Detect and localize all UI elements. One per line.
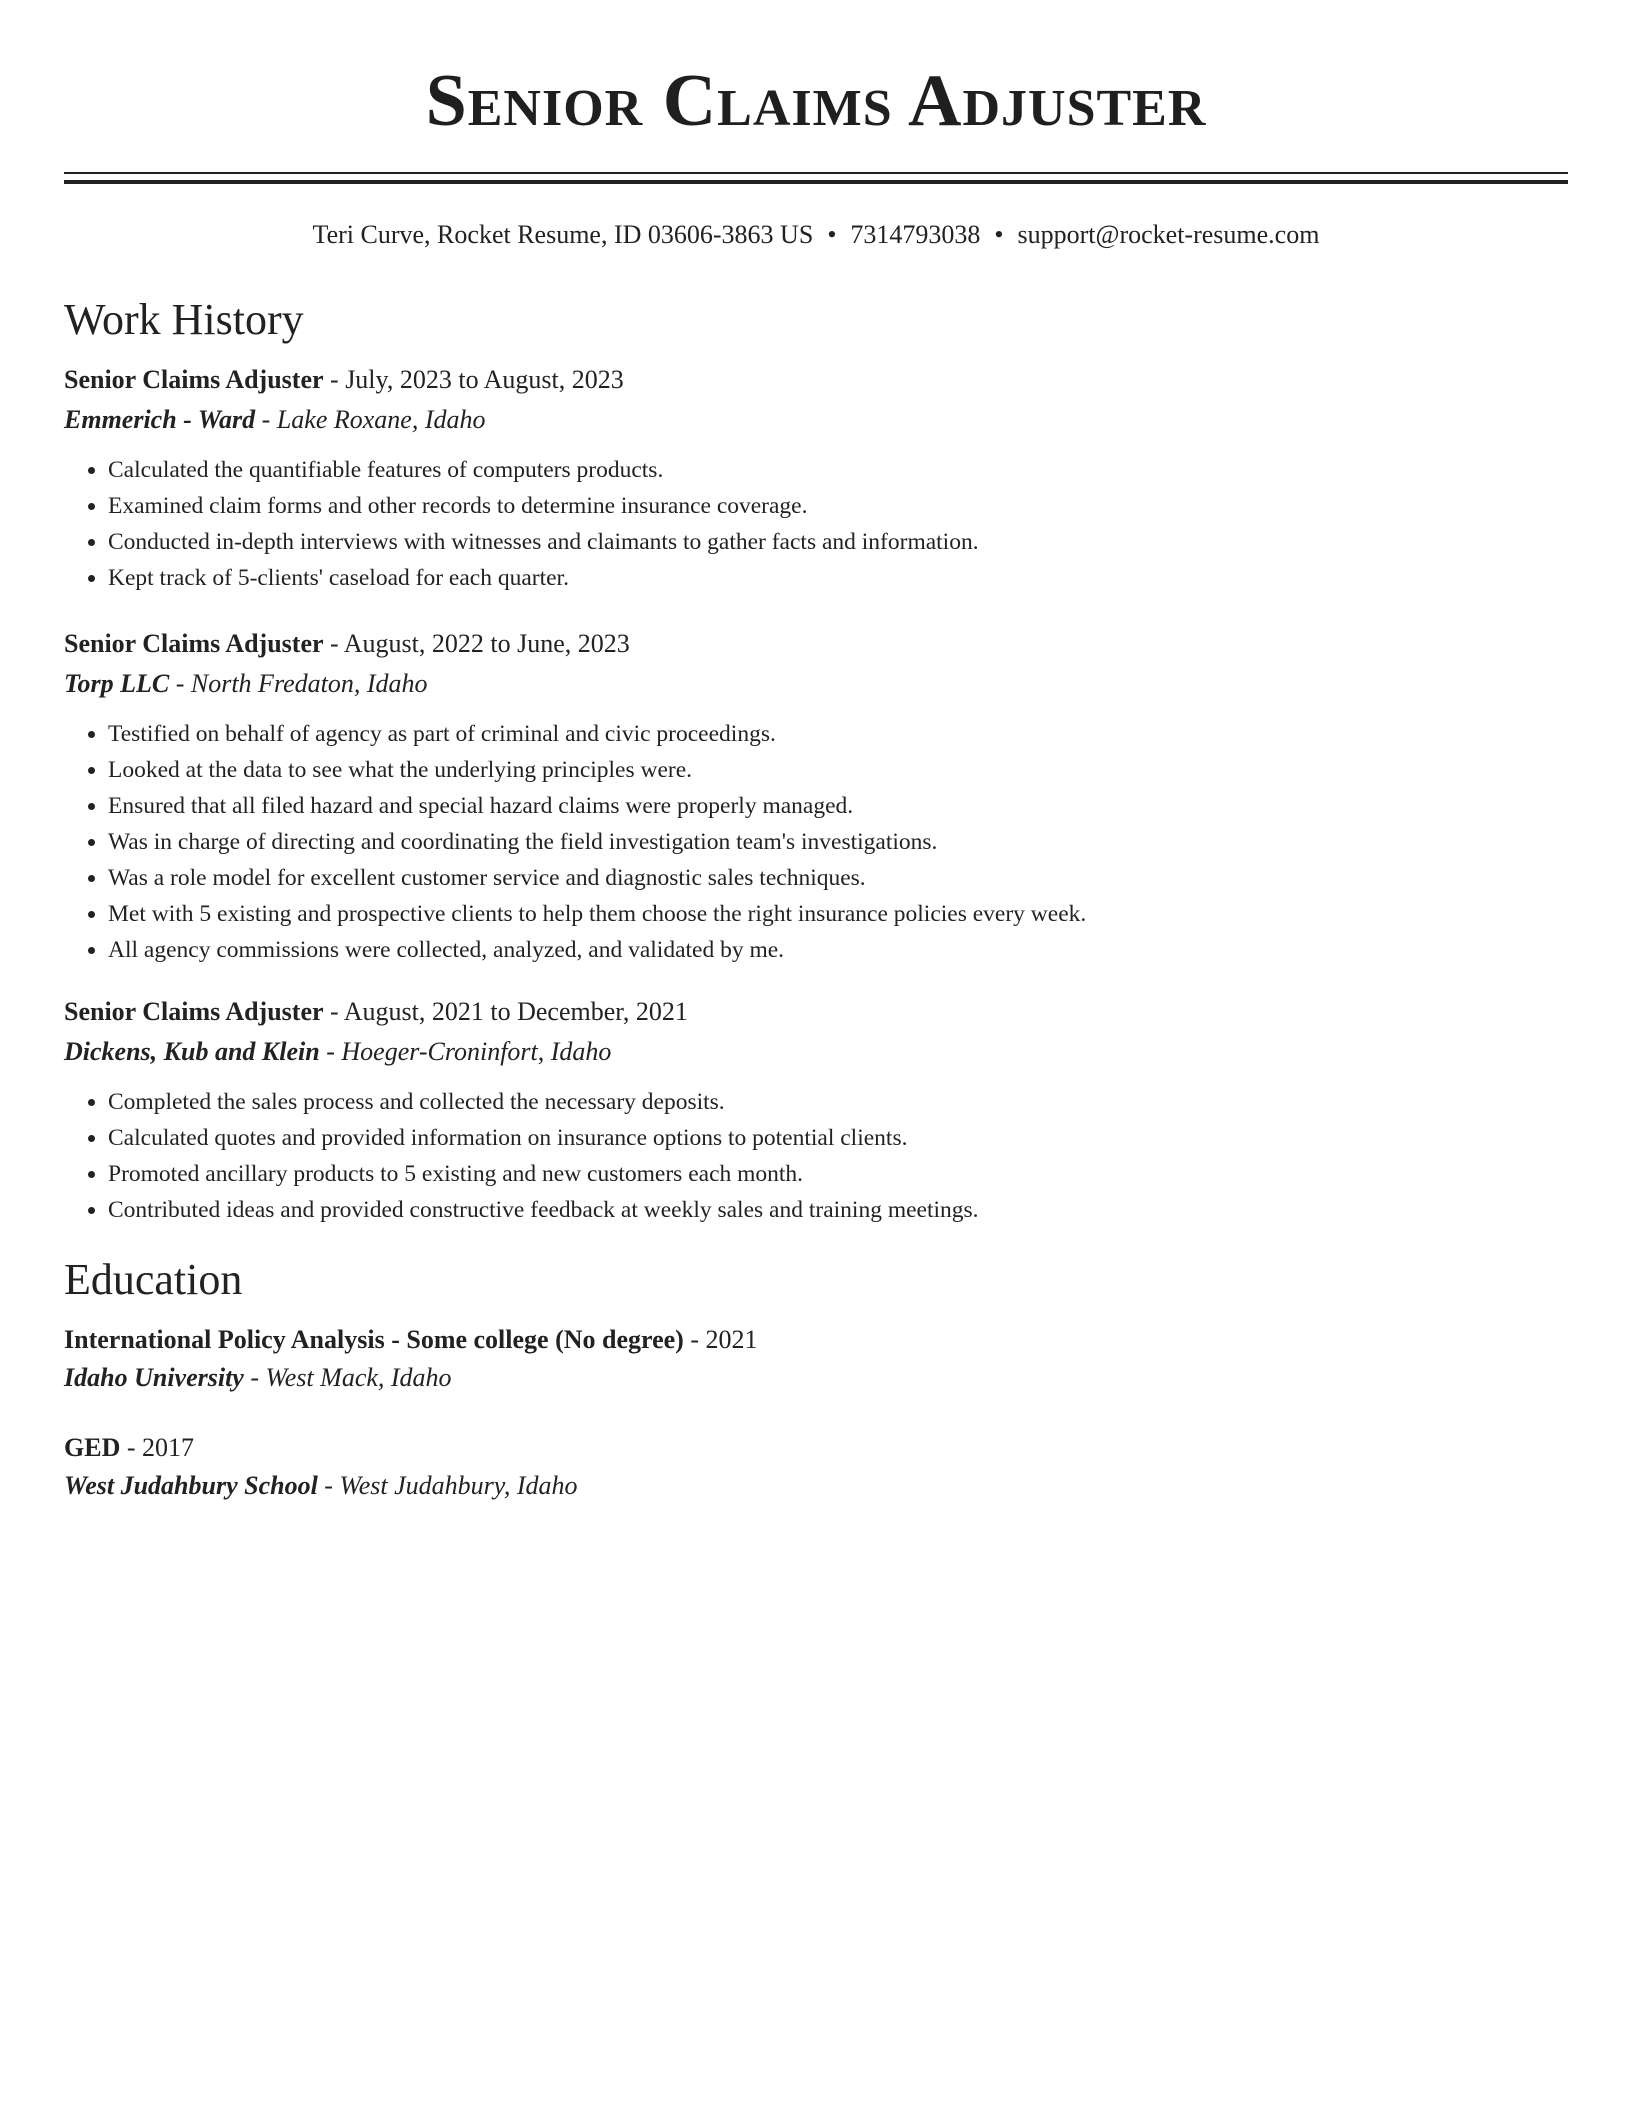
job-bullet: • Calculated quotes and provided information on insurance options to potential clients. xyxy=(108,1120,1568,1156)
work-history-heading: Work History xyxy=(64,295,304,344)
job-entry xyxy=(64,626,1568,968)
education-year: - 2021 xyxy=(683,1325,758,1354)
job-bullet: • Examined claim forms and other records to determine insurance coverage. xyxy=(108,488,1568,524)
education-entry xyxy=(64,1430,1568,1504)
job-dates: - August, 2021 to December, 2021 xyxy=(323,997,688,1026)
job-header xyxy=(64,994,1568,1030)
contact-separator: • xyxy=(827,220,837,249)
job-company: Dickens, Kub and Klein xyxy=(64,1037,320,1066)
job-company: Emmerich - Ward xyxy=(64,405,256,434)
title-divider-thick xyxy=(64,180,1568,184)
education-degree: International Policy Analysis - Some college (No degree) xyxy=(64,1325,684,1354)
job-header xyxy=(64,362,1568,398)
job-entry xyxy=(64,362,1568,596)
education-school: Idaho University xyxy=(64,1363,244,1392)
job-bullet: • Conducted in-depth interviews with witnesses and claimants to gather facts and information. xyxy=(108,524,1568,560)
job-bullet: • Ensured that all filed hazard and special hazard claims were properly managed. xyxy=(108,788,1568,824)
job-employer xyxy=(64,402,1568,438)
job-dates: - July, 2023 to August, 2023 xyxy=(323,365,624,394)
job-bullet: • Kept track of 5-clients' caseload for each quarter. xyxy=(108,560,1568,596)
job-bullet: • Contributed ideas and provided constructive feedback at weekly sales and training meetings. xyxy=(108,1192,1568,1228)
job-bullet: • Was in charge of directing and coordinating the field investigation team's investigations. xyxy=(108,824,1568,860)
contact-separator: • xyxy=(994,220,1004,249)
education-entry xyxy=(64,1322,1568,1396)
job-role: Senior Claims Adjuster xyxy=(64,629,324,658)
education-header xyxy=(64,1430,1568,1466)
education-institution xyxy=(64,1360,1568,1396)
education-degree: GED xyxy=(64,1433,121,1462)
job-role: Senior Claims Adjuster xyxy=(64,997,324,1026)
job-bullet: • Testified on behalf of agency as part of criminal and civic proceedings. xyxy=(108,716,1568,752)
job-location: - Hoeger-Croninfort, Idaho xyxy=(319,1037,612,1066)
education-school: West Judahbury School xyxy=(64,1471,318,1500)
job-bullet-list xyxy=(64,452,1568,596)
job-bullet-list xyxy=(64,1084,1568,1228)
job-bullet: • Was a role model for excellent customer service and diagnostic sales techniques. xyxy=(108,860,1568,896)
contact-address: Teri Curve, Rocket Resume, ID 03606-3863 US xyxy=(312,220,814,249)
education-institution xyxy=(64,1468,1568,1504)
job-bullet: • Calculated the quantifiable features of computers products. xyxy=(108,452,1568,488)
job-bullet: • Looked at the data to see what the underlying principles were. xyxy=(108,752,1568,788)
education-location: - West Mack, Idaho xyxy=(243,1363,452,1392)
education-header xyxy=(64,1322,1568,1358)
job-bullet: • Completed the sales process and collected the necessary deposits. xyxy=(108,1084,1568,1120)
job-location: - Lake Roxane, Idaho xyxy=(255,405,486,434)
job-bullet: • Promoted ancillary products to 5 existing and new customers each month. xyxy=(108,1156,1568,1192)
job-bullet-list xyxy=(64,716,1568,968)
title-divider-thin xyxy=(64,172,1568,174)
job-employer xyxy=(64,1034,1568,1070)
contact-phone: 7314793038 xyxy=(850,220,981,249)
job-entry xyxy=(64,994,1568,1228)
contact-line xyxy=(64,218,1568,252)
education-location: - West Judahbury, Idaho xyxy=(317,1471,578,1500)
resume-title: Senior Claims Adjuster xyxy=(425,60,1207,142)
job-bullet: • Met with 5 existing and prospective clients to help them choose the right insurance policies every week. xyxy=(108,896,1568,932)
job-bullet: • All agency commissions were collected, analyzed, and validated by me. xyxy=(108,932,1568,968)
education-year: - 2017 xyxy=(120,1433,195,1462)
job-role: Senior Claims Adjuster xyxy=(64,365,324,394)
education-heading: Education xyxy=(64,1255,243,1304)
job-location: - North Fredaton, Idaho xyxy=(169,669,428,698)
job-dates: - August, 2022 to June, 2023 xyxy=(323,629,630,658)
job-company: Torp LLC xyxy=(64,669,170,698)
job-header xyxy=(64,626,1568,662)
contact-email: support@rocket-resume.com xyxy=(1017,220,1320,249)
job-employer xyxy=(64,666,1568,702)
